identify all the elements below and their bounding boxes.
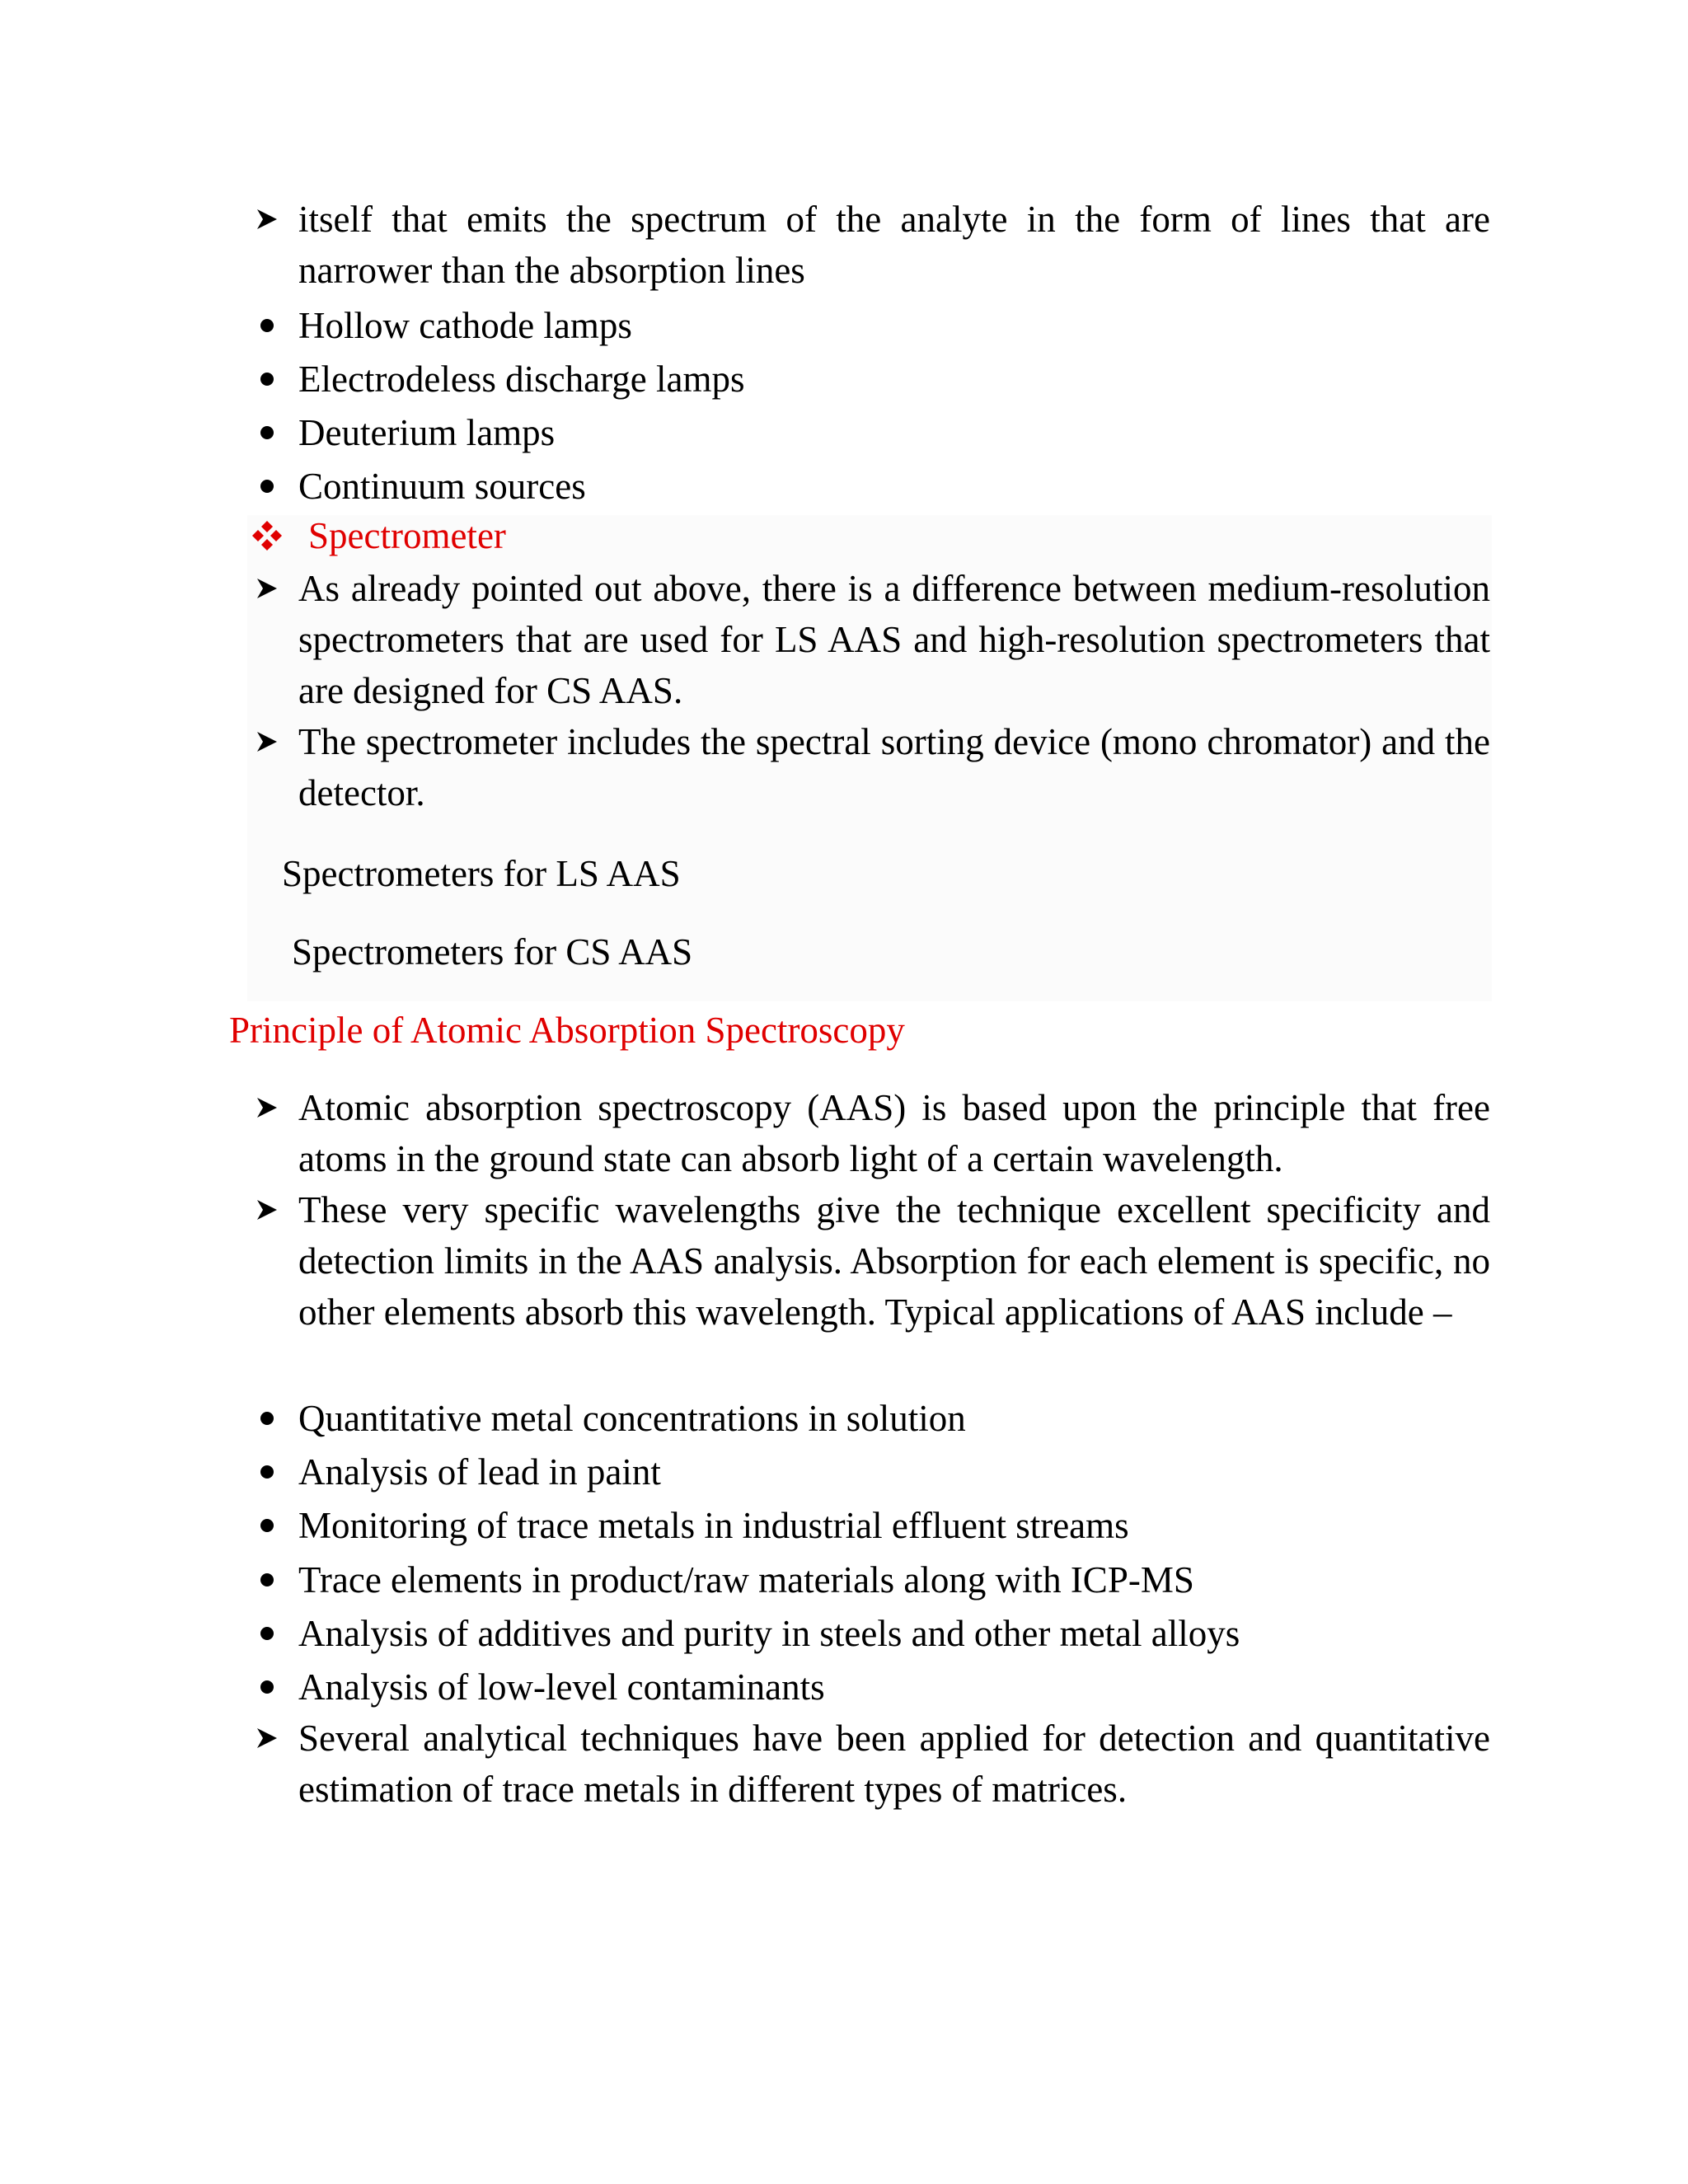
- list-item: Continuum sources: [298, 461, 1490, 512]
- bullet-dot-icon: [251, 300, 284, 351]
- application-item: Analysis of additives and purity in steels and other metal alloys: [298, 1608, 1490, 1659]
- bullet-dot-icon: [251, 407, 284, 458]
- spectrometer-heading: Spectrometer: [308, 515, 506, 556]
- arrow-bullet-icon: [251, 1082, 284, 1133]
- arrow-bullet-icon: [251, 563, 284, 614]
- diamond-bullet-icon: [249, 518, 285, 554]
- application-item: Trace elements in product/raw materials along with ICP-MS: [298, 1554, 1490, 1605]
- principle-point: Atomic absorption spectroscopy (AAS) is based upon the principle that free atoms in the ground state can absorb light of a certain wavelength.: [298, 1082, 1490, 1184]
- application-item: Analysis of low-level contaminants: [298, 1661, 1490, 1713]
- principle-heading: Principle of Atomic Absorption Spectroscopy: [229, 1010, 905, 1051]
- bullet-dot-icon: [251, 1446, 284, 1497]
- application-item: Monitoring of trace metals in industrial effluent streams: [298, 1500, 1490, 1551]
- bullet-dot-icon: [251, 1500, 284, 1551]
- arrow-bullet-icon: [251, 1713, 284, 1764]
- bullet-dot-icon: [251, 1608, 284, 1659]
- principle-point: These very specific wavelengths give the technique excellent specificity and detection limits in the AAS analysis. Absorption for each element is specific, no other elements absorb this wavelength. Typical applications of AAS include –: [298, 1184, 1490, 1338]
- arrow-bullet-icon: [251, 716, 284, 767]
- application-item: Analysis of lead in paint: [298, 1446, 1490, 1497]
- bullet-dot-icon: [251, 1393, 284, 1444]
- spectrometer-point: The spectrometer includes the spectral sorting device (mono chromator) and the detector.: [298, 716, 1490, 818]
- sub-heading-cs-aas: Spectrometers for CS AAS: [292, 931, 693, 972]
- list-item: Deuterium lamps: [298, 407, 1490, 458]
- bullet-dot-icon: [251, 354, 284, 405]
- spectrometer-point: As already pointed out above, there is a difference between medium-resolution spectrometers that are used for LS AAS and high-resolution spectrometers that are designed for CS AAS.: [298, 563, 1490, 716]
- continued-arrow-item: [298, 194, 1490, 296]
- closing-point: Several analytical techniques have been applied for detection and quantitative estimation of trace metals in different types of matrices.: [298, 1713, 1490, 1815]
- bullet-dot-icon: [251, 1554, 284, 1605]
- sub-heading-ls-aas: Spectrometers for LS AAS: [282, 853, 681, 894]
- list-item: Hollow cathode lamps: [298, 300, 1490, 351]
- list-item: Electrodeless discharge lamps: [298, 354, 1490, 405]
- arrow-bullet-icon: [251, 1184, 284, 1235]
- bullet-dot-icon: [251, 461, 284, 512]
- bullet-dot-icon: [251, 1661, 284, 1713]
- arrow-bullet-icon: [251, 194, 284, 245]
- application-item: Quantitative metal concentrations in solution: [298, 1393, 1490, 1444]
- continued-item-text: itself that emits the spectrum of the analyte in the form of lines that are narrower than the absorption lines: [298, 199, 1490, 291]
